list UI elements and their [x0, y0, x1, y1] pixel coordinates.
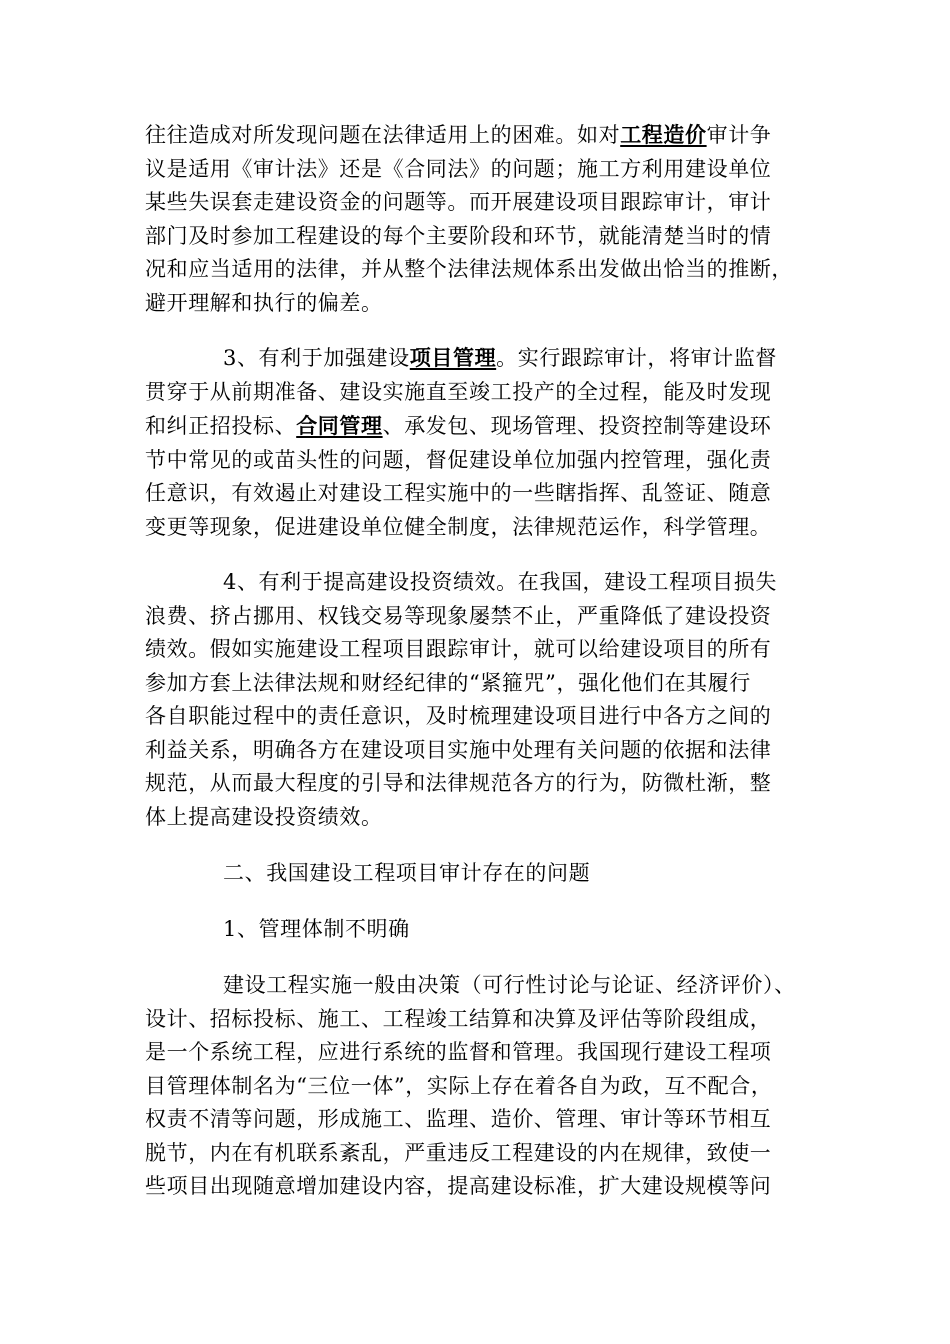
- text-line: 目管理体制名为“三位一体”，实际上存在着各自为政，互不配合，: [145, 1073, 773, 1098]
- text-line: [145, 118, 825, 153]
- subsection-heading: [145, 913, 825, 947]
- paragraph-project-management: [145, 341, 825, 544]
- text-line: 权责不清等问题，形成施工、监理、造价、管理、审计等环节相互: [145, 1107, 772, 1131]
- text-segment: 、承发包、现场管理、投资控制等建设环: [382, 414, 772, 438]
- link-engineering-cost[interactable]: 工程造价: [620, 122, 707, 147]
- text-line: 绩效。假如实施建设工程项目跟踪审计，就可以给建设项目的所有: [145, 637, 772, 661]
- paragraph-investment-efficiency: [145, 566, 825, 834]
- text-segment: 3、有利于加强建设: [223, 346, 410, 370]
- section-heading-text: 二、我国建设工程项目审计存在的问题: [223, 861, 591, 885]
- text-line: 节中常见的或苗头性的问题，督促建设单位加强内控管理，强化责: [145, 447, 772, 472]
- text-line: 浪费、挤占挪用、权钱交易等现象屡禁不止，严重降低了建设投资: [145, 603, 772, 628]
- text-line: [145, 409, 825, 444]
- text-line: 各自职能过程中的责任意识，及时梳理建设项目进行中各方之间的: [145, 704, 772, 728]
- text-line: 参加方套上法律法规和财经纪律的“紧箍咒”，强化他们在其履行: [145, 670, 751, 695]
- text-line: 4、有利于提高建设投资绩效。在我国，建设工程项目损失: [223, 570, 777, 594]
- text-line: 设计、招标投标、施工、工程竣工结算和决算及评估等阶段组成，: [145, 1006, 772, 1031]
- text-line: 贯穿于从前期准备、建设实施直至竣工投产的全过程，能及时发现: [145, 379, 772, 404]
- text-line: 议是适用《审计法》还是《合同法》的问题；施工方利用建设单位: [145, 156, 772, 181]
- section-heading: [145, 857, 825, 891]
- paragraph-management-system: [145, 969, 825, 1204]
- text-segment: 和纠正招投标、: [145, 414, 297, 438]
- text-line: 利益关系，明确各方在建设项目实施中处理有关问题的依据和法律: [145, 737, 772, 762]
- text-line: 变更等现象，促进建设单位健全制度，法律规范运作，科学管理。: [145, 514, 772, 539]
- text-line: 部门及时参加工程建设的每个主要阶段和环节，就能清楚当时的情: [145, 223, 772, 248]
- text-segment: 审计争: [706, 123, 772, 147]
- subsection-heading-text: 1、管理体制不明确: [223, 917, 410, 941]
- text-line: 脱节，内在有机联系紊乱，严重违反工程建设的内在规律，致使一: [145, 1140, 772, 1165]
- text-line: [145, 341, 825, 376]
- text-line: 况和应当适用的法律，并从整个法律法规体系出发做出恰当的推断，: [145, 257, 793, 281]
- paragraph-legal-applicability: [145, 118, 825, 320]
- text-line: 避开理解和执行的偏差。: [145, 290, 383, 315]
- link-project-management[interactable]: 项目管理: [409, 345, 497, 370]
- text-line: 体上提高建设投资绩效。: [145, 804, 383, 829]
- text-line: 某些失误套走建设资金的问题等。而开展建设项目跟踪审计，审计: [145, 190, 772, 214]
- text-segment: 往往造成对所发现问题在法律适用上的困难。如对: [145, 123, 621, 147]
- text-line: 些项目出现随意增加建设内容，提高建设标准，扩大建设规模等问: [145, 1174, 772, 1198]
- text-line: 规范，从而最大程度的引导和法律规范各方的行为，防微杜渐，整: [145, 771, 772, 795]
- text-line: 建设工程实施一般由决策（可行性讨论与论证、经济评价）、: [223, 973, 796, 997]
- link-contract-management[interactable]: 合同管理: [296, 413, 383, 438]
- text-line: 任意识，有效遏止对建设工程实施中的一些瞎指挥、乱签证、随意: [145, 481, 772, 505]
- text-line: 是一个系统工程，应进行系统的监督和管理。我国现行建设工程项: [145, 1040, 772, 1064]
- text-segment: 。实行跟踪审计，将审计监督: [496, 346, 777, 370]
